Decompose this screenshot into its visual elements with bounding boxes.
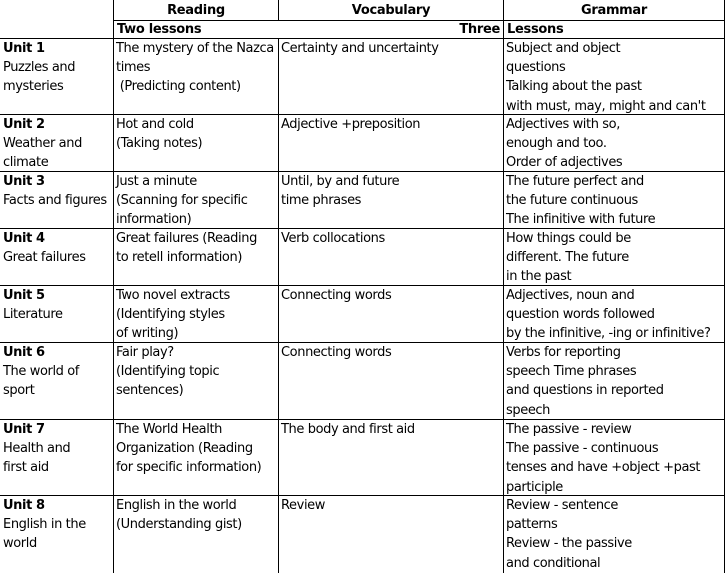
grammar-cell-line: and questions in reported — [506, 383, 664, 399]
vocabulary-cell — [281, 172, 399, 210]
reading-cell-line: Hot and cold — [116, 117, 194, 132]
vocabulary-cell-line: Verb collocations — [281, 231, 385, 246]
reading-cell — [116, 172, 247, 230]
reading-cell-line: (Understanding gist) — [116, 517, 242, 533]
unit-cell-line: first aid — [3, 460, 49, 476]
reading-cell — [116, 286, 230, 344]
grammar-cell-line: The future perfect and — [506, 174, 644, 189]
grammar-cell — [506, 286, 710, 344]
divider — [278, 39, 279, 573]
unit-cell — [3, 229, 86, 267]
reading-cell-line: (Identifying styles — [116, 307, 225, 323]
grammar-cell-line: How things could be — [506, 231, 631, 246]
reading-cell — [116, 39, 274, 97]
reading-cell-line: to retell information) — [116, 250, 242, 266]
unit-cell-line: Great failures — [3, 250, 86, 266]
unit-cell-line: Unit 8 — [3, 498, 45, 513]
unit-cell-line: Unit 7 — [3, 422, 45, 437]
vocabulary-cell-line: Connecting words — [281, 288, 392, 303]
grammar-cell-line: Review - sentence — [506, 498, 619, 513]
vocabulary-cell-line: Certainty and uncertainty — [281, 41, 439, 56]
reading-cell — [116, 115, 202, 153]
reading-cell-line: Fair play? — [116, 345, 174, 360]
grammar-cell-line: speech — [506, 402, 551, 418]
vocabulary-cell — [281, 39, 439, 58]
reading-cell-line: times — [116, 60, 151, 76]
unit-cell-line: Unit 4 — [3, 231, 45, 246]
vocabulary-cell — [281, 343, 391, 362]
two-lessons-label: Two lessons — [117, 22, 202, 37]
grammar-cell-line: questions — [506, 60, 566, 76]
unit-cell-line: Unit 5 — [3, 288, 45, 303]
divider — [503, 0, 504, 573]
grammar-cell — [506, 115, 622, 173]
vocabulary-cell — [281, 229, 385, 248]
reading-header: Reading — [167, 3, 225, 18]
vocabulary-cell — [281, 496, 325, 515]
reading-cell-line: Just a minute — [116, 174, 197, 189]
divider — [113, 20, 725, 21]
grammar-cell-line: patterns — [506, 517, 558, 533]
vocabulary-cell — [281, 115, 420, 134]
reading-cell-line: The mystery of the Nazca — [116, 41, 274, 56]
grammar-cell — [506, 420, 700, 497]
grammar-cell-line: speech Time phrases — [506, 364, 637, 380]
unit-cell — [3, 39, 75, 97]
unit-cell — [3, 115, 82, 173]
vocabulary-cell — [281, 286, 391, 305]
reading-cell-line: (Taking notes) — [116, 136, 203, 152]
unit-cell-line: Facts and figures — [3, 193, 107, 209]
vocabulary-cell-line: Review — [281, 498, 325, 513]
reading-cell-line: of writing) — [116, 326, 179, 342]
grammar-cell-line: Adjectives, noun and — [506, 288, 635, 303]
grammar-cell — [506, 229, 631, 287]
reading-cell-line: (Predicting content) — [116, 79, 241, 95]
unit-cell-line: climate — [3, 155, 49, 171]
divider — [113, 0, 114, 573]
unit-cell — [3, 286, 63, 324]
unit-cell-line: mysteries — [3, 79, 64, 95]
vocabulary-cell-line: time phrases — [281, 193, 362, 209]
grammar-cell — [506, 172, 655, 230]
reading-cell-line: Organization (Reading — [116, 441, 253, 457]
grammar-cell — [506, 496, 632, 573]
grammar-cell-line: different. The future — [506, 250, 629, 266]
reading-cell — [116, 496, 242, 534]
unit-cell-line: Unit 6 — [3, 345, 45, 360]
grammar-cell-line: participle — [506, 479, 563, 495]
unit-cell-line: Literature — [3, 307, 63, 323]
grammar-cell-line: Talking about the past — [506, 79, 642, 95]
vocabulary-cell-line: Until, by and future — [281, 174, 400, 189]
grammar-cell-line: question words followed — [506, 307, 655, 323]
reading-cell-line: sentences) — [116, 383, 184, 399]
reading-cell-line: for specific information) — [116, 460, 262, 476]
grammar-cell-line: The passive - review — [506, 422, 632, 437]
unit-cell — [3, 420, 70, 478]
grammar-cell-line: enough and too. — [506, 136, 607, 152]
reading-cell-line: (Identifying topic — [116, 364, 220, 380]
unit-cell — [3, 172, 107, 210]
reading-cell-line: The World Health — [116, 422, 222, 437]
unit-cell-line: Health and — [3, 441, 71, 457]
reading-cell — [116, 343, 219, 401]
reading-cell-line: Two novel extracts — [116, 288, 230, 303]
grammar-header: Grammar — [580, 3, 648, 18]
grammar-cell-line: The infinitive with future — [506, 212, 656, 228]
lessons-label: Lessons — [507, 22, 564, 37]
grammar-cell-line: Subject and object — [506, 41, 621, 56]
grammar-cell-line: Verbs for reporting — [506, 345, 621, 360]
grammar-cell-line: tenses and have +object +past — [506, 460, 701, 476]
reading-cell-line: Great failures (Reading — [116, 231, 257, 246]
grammar-cell-line: Review - the passive — [506, 536, 632, 552]
reading-cell — [116, 229, 257, 267]
unit-cell-line: Puzzles and — [3, 60, 76, 76]
grammar-cell — [506, 343, 664, 420]
unit-cell-line: The world of — [3, 364, 79, 380]
reading-cell-line: (Scanning for specific — [116, 193, 248, 209]
grammar-cell-line: and conditional — [506, 555, 601, 571]
reading-cell-line: information) — [116, 212, 192, 228]
unit-cell-line: world — [3, 536, 37, 552]
unit-cell — [3, 343, 79, 401]
grammar-cell-line: Order of adjectives — [506, 155, 623, 171]
vocabulary-cell — [281, 420, 415, 439]
grammar-cell-line: the future continuous — [506, 193, 638, 209]
reading-cell-line: English in the world — [116, 498, 237, 513]
grammar-cell-line: by the infinitive, -ing or infinitive? — [506, 326, 711, 342]
grammar-cell — [506, 39, 706, 116]
unit-cell-line: Unit 2 — [3, 117, 45, 132]
unit-cell-line: Unit 1 — [3, 41, 45, 56]
vocabulary-cell-line: Adjective +preposition — [281, 117, 421, 132]
reading-cell — [116, 420, 261, 478]
grammar-cell-line: with must, may, might and can't — [506, 98, 706, 114]
grammar-cell-line: The passive - continuous — [506, 441, 659, 457]
vocabulary-cell-line: Connecting words — [281, 345, 392, 360]
unit-cell — [3, 496, 86, 554]
unit-cell-line: Unit 3 — [3, 174, 45, 189]
vocabulary-header: Vocabulary — [351, 3, 431, 18]
unit-cell-line: English in the — [3, 517, 86, 533]
unit-cell-line: sport — [3, 383, 35, 399]
grammar-cell-line: in the past — [506, 269, 572, 285]
vocabulary-cell-line: The body and first aid — [281, 422, 415, 437]
grammar-cell-line: Adjectives with so, — [506, 117, 620, 132]
unit-cell-line: Weather and — [3, 136, 82, 152]
three-label: Three — [459, 22, 500, 37]
